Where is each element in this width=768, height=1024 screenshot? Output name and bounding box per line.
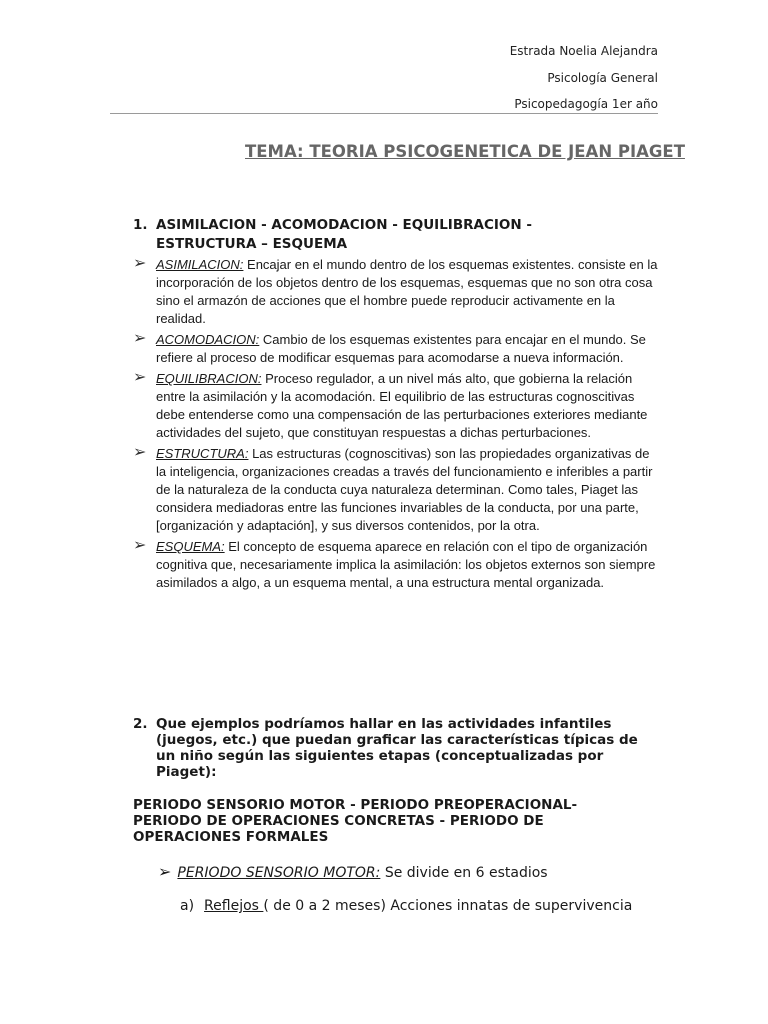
question-2-number: 2. xyxy=(133,716,148,732)
document-title: TEMA: TEORIA PSICOGENETICA DE JEAN PIAGET xyxy=(245,142,685,161)
definition-term: EQUILIBRACION: xyxy=(156,371,262,386)
arrow-bullet-icon: ➢ xyxy=(133,330,147,347)
subject-name: Psicología General xyxy=(547,70,658,85)
definition-text: Encajar en el mundo dentro de los esquemas existentes. consiste en la incorporación de los objetos dentro de los esquemas, esquemas que no son otra cosa sino el armazón de acciones que el hombre puede reproducir activamente en la realidad. xyxy=(156,257,658,326)
definition-text: Cambio de los esquemas existentes para encajar en el mundo. Se refiere al proceso de modificar esquemas para acomodarse a nueva información. xyxy=(156,332,646,365)
question-1 xyxy=(133,216,573,254)
sensorio-text: Se divide en 6 estadios xyxy=(380,865,548,881)
definition-term: ESTRUCTURA: xyxy=(156,446,249,461)
reflejos-subitem xyxy=(180,896,632,916)
arrow-bullet-icon: ➢ xyxy=(158,862,172,881)
question-2 xyxy=(133,716,653,780)
periods-heading: PERIODO SENSORIO MOTOR - PERIODO PREOPERACIONAL- PERIODO DE OPERACIONES CONCRETAS - PERIODO DE OPERACIONES FORMALES xyxy=(133,797,578,845)
definitions-list xyxy=(133,256,663,595)
course-name: Psicopedagogía 1er año xyxy=(514,97,658,111)
definition-item xyxy=(133,370,663,442)
definition-text: Proceso regulador, a un nivel más alto, que gobierna la relación entre la asimilación y la acomodación. El equilibrio de las estructuras cognoscitivas debe entenderse como una compensación de las perturbaciones exteriores mediante actividades del sujeto, que constituyan respuestas a dichas perturbaciones. xyxy=(156,371,648,440)
subitem-letter: a) xyxy=(180,898,195,914)
question-2-text: Que ejemplos podríamos hallar en las actividades infantiles (juegos, etc.) que puedan graficar las características típicas de un niño según las siguientes etapas (conceptualizadas por Piaget): xyxy=(156,716,638,780)
subitem-term: Reflejos xyxy=(204,898,264,914)
definition-term: ASIMILACION: xyxy=(156,257,244,272)
arrow-bullet-icon: ➢ xyxy=(133,537,147,554)
arrow-bullet-icon: ➢ xyxy=(133,369,147,386)
subitem-text: ( de 0 a 2 meses) Acciones innatas de supervivencia xyxy=(263,898,633,914)
question-1-text: ASIMILACION - ACOMODACION - EQUILIBRACION - ESTRUCTURA – ESQUEMA xyxy=(156,217,532,252)
definition-item xyxy=(133,538,663,592)
sensorio-term: PERIODO SENSORIO MOTOR: xyxy=(177,865,381,881)
sensorio-motor-item xyxy=(158,862,548,883)
definition-text: El concepto de esquema aparece en relación con el tipo de organización cognitiva que, necesariamente implica la asimilación: los objetos externos son siempre asimilados a algo, a un esquema mental, a una estructura mental organizada. xyxy=(156,539,656,590)
header-divider xyxy=(110,113,658,114)
definition-item xyxy=(133,331,663,367)
definition-term: ESQUEMA: xyxy=(156,539,225,554)
arrow-bullet-icon: ➢ xyxy=(133,444,147,461)
definition-term: ACOMODACION: xyxy=(156,332,260,347)
author-name: Estrada Noelia Alejandra xyxy=(509,44,658,58)
definition-text: Las estructuras (cognoscitivas) son las propiedades organizativas de la inteligencia, organizaciones creadas a través del funcionamiento e inferibles a partir de la naturaleza de la conducta cuya naturaleza determinan. Como tales, Piaget las considera mediadoras entre las funciones invariables de la conducta, por una parte, [organización y adaptación], y sus diversos contenidos, por la otra. xyxy=(156,446,653,533)
definition-item xyxy=(133,256,663,328)
arrow-bullet-icon: ➢ xyxy=(133,255,147,272)
header-block xyxy=(510,42,658,122)
definition-item xyxy=(133,445,663,535)
question-1-number: 1. xyxy=(133,217,148,233)
